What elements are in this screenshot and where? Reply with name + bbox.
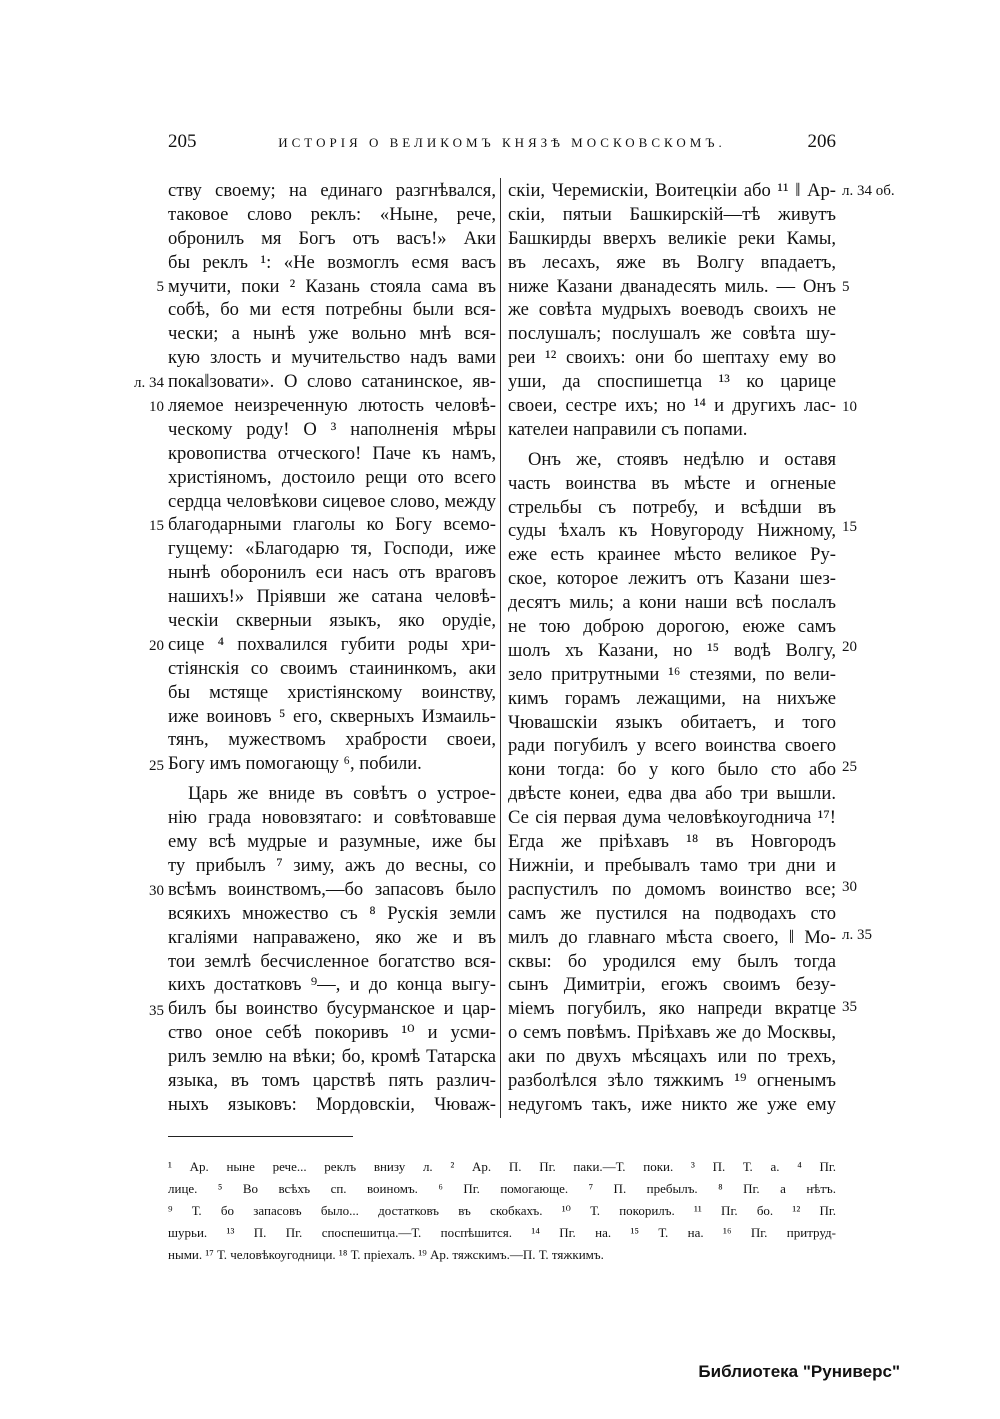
footnote-line: ⁹ Т. бо запасовъ было... достатковъ въ скобкахъ. ¹⁰ Т. покорилъ. ¹¹ Пг. бо. ¹² Пг. [168,1203,836,1218]
text-line: бы мстяще христіянскому воинству, [168,681,496,703]
text-line: милъ до главнаго мѣста своего, ‖ Мо- [508,926,836,948]
text-line: собѣ, бо ми естя потребны были вся- [168,299,496,321]
text-line: сице ⁴ похвалился губити роды хри- [168,633,496,655]
text-line: разболѣлся зѣло тяжкимъ ¹⁹ огненымъ [508,1069,836,1091]
footnote-line: ными. ¹⁷ Т. человѣкоугодници. ¹⁸ Т. пріехалъ. ¹⁹ Ар. тяжскимъ.—П. Т. тяжкимъ. [168,1247,604,1262]
text-line: ческому роду! О ³ наполненія мѣры [168,418,496,440]
text-line: рилъ землю на вѣки; бо, кромѣ Татарска [168,1046,496,1068]
text-line: всякихъ множество съ ⁸ Рускія земли [168,902,496,924]
text-line: кую злость и мучительство надъ вами [168,347,496,369]
text-line: Царь же вниде въ совѣтъ о устрое- [188,783,496,805]
text-line: обронилъ мя Богъ отъ васъ!» Аки [168,227,496,249]
text-line: скіи, Черемискіи, Воитецкіи або ¹¹ ‖ Ар- [508,180,836,201]
line-number: 10 [842,399,857,415]
footnotes [168,1156,836,1266]
text-line: нашихъ!» Пріявши же сатана человѣ- [168,586,496,608]
text-line: ляемое неизреченную лютость человѣ- [168,395,496,417]
text-line: ради погубилъ у всего воинства своего [508,735,836,757]
line-number: 35 [149,1003,164,1019]
text-line: аки по двухъ мѣсяцахъ или по трехъ, [508,1046,836,1068]
text-line: ское, которое лежитъ отъ Казани шез- [508,568,836,590]
text-line: уши, да споспишетца ¹³ ко царице [508,371,836,393]
text-line: еже есть краинее мѣсто великое Ру- [508,544,836,566]
text-line: Нижніи, и пребывалъ тамо три дни и [508,854,836,876]
text-line: же совѣта мудрыхъ воеводъ своихъ не [508,299,836,321]
text-line: кони тогда: бо у кого было сто або [508,759,836,781]
folio-marker: л. 34 об. [842,183,895,199]
text-line: билъ бы воинство бусурманское и цар- [168,998,496,1020]
library-watermark: Библиотека "Руниверс" [698,1362,900,1381]
text-line: кгаліями направажено, яко же и въ [168,926,496,948]
folio-marker: л. 34 [134,375,164,391]
text-line: ству своему; на единаго разгнѣвался, [168,180,496,201]
text-line: реи ¹² своихъ: они бо шептаху ему во [508,347,836,369]
text-line: кимъ горамъ лежащими, на нихъже [508,687,836,709]
page-header [168,131,836,161]
page-number-right: 206 [807,131,836,152]
text-line: ему всѣ мудрые и разумные, иже бы [168,831,496,853]
line-number: 15 [842,519,857,535]
text-line: послушалъ; послушалъ же совѣта шу- [508,323,836,345]
text-line: самъ же пустился на подводахъ сто [508,902,836,924]
text-line: ныхъ языковъ: Мордовскіи, Чюваж- [168,1093,496,1115]
text-line: сквы: бо уродился ему былъ тогда [508,950,836,972]
text-line: сердца человѣкови сицевое слово, между [168,490,496,512]
footnote-line: шурьи. ¹³ П. Пг. споспешитца.—Т. поспѣшится. ¹⁴ Пг. на. ¹⁵ Т. на. ¹⁶ Пг. притруд- [168,1225,836,1240]
text-line: кихъ достатковъ ⁹—, и до конца выгу- [168,974,496,996]
text-line: зело притрутными ¹⁶ стезями, по вели- [508,663,836,685]
line-number: 5 [842,279,850,295]
text-line: ту прибылъ ⁷ зиму, ажъ до весны, со [168,854,496,876]
running-title: ИСТОРІЯ О ВЕЛИКОМЪ КНЯЗѢ МОСКОВСКОМЪ. [278,135,726,150]
text-line: гущему: «Благодарю тя, Господи, иже [168,538,496,560]
text-line: Се сія первая дума человѣкоугодничa ¹⁷! [508,807,836,829]
text-line: десятъ миль; а кони наши всѣ послалъ [508,592,836,614]
text-line: недугомъ такъ, иже никто же уже ему [508,1093,836,1115]
text-line: въ лесахъ, яже въ Волгу впадаетъ, [508,251,836,273]
text-line: бы реклъ ¹: «Не возмоглъ есмя васъ [168,251,496,273]
line-number: 35 [842,999,857,1015]
text-line: всѣмъ воинствомъ,—бо запасовъ было [168,878,496,900]
text-line: суды ѣхалъ къ Новугороду Нижному, [508,520,836,542]
text-line: сынъ Димитріи, егожъ своимъ безу- [508,974,836,996]
line-number: 15 [149,518,164,534]
left-column [168,179,496,1117]
line-number: 25 [842,759,857,775]
text-line: скіи, пятыи Башкирскій—тѣ живутъ [508,203,836,225]
text-line: тянъ, мужествомъ храбрости своеи, [168,729,496,751]
text-line: таковое слово реклъ: «Ныне, рече, [168,203,496,225]
text-line: ниже Казани дванадесять миль. — Онъ [508,275,836,297]
text-line: Онъ же, стоявъ недѣлю и оставя [528,448,836,470]
text-line: языка, въ томъ царствѣ пять различ- [168,1069,496,1091]
text-line: ство оное себѣ покоривъ ¹⁰ и усми- [168,1022,496,1044]
text-line: міемъ погубилъ, яко напреди вкратце [508,998,836,1020]
text-line: не тою доброю дорогою, еюже самъ [508,616,836,638]
line-number: 25 [149,758,164,774]
text-line: часть воинства въ мѣсте и огненые [508,472,836,494]
text-line: Егда же пріѣхавъ ¹⁸ въ Новгородъ [508,831,836,853]
footnote-rule [168,1136,353,1137]
line-number: 20 [842,639,857,655]
line-number: 30 [842,879,857,895]
text-line: стіянскія со своимъ стаининкомъ, аки [168,657,496,679]
text-line: Богу имъ помогающу ⁶, побили. [168,753,422,775]
page-number-left: 205 [168,131,197,152]
text-line: своеи, сестре ихъ; но ¹⁴ и другихъ лас- [508,395,836,417]
text-line: шолъ хъ Казани, но ¹⁵ водѣ Волгу, [508,639,836,661]
text-line: кровопиства отческого! Паче къ намъ, [168,442,496,464]
text-line: чески; а нынѣ уже вольно мнѣ вся- [168,323,496,345]
footnote-line: ¹ Ар. ныне рече... реклъ внизу л. ² Ар. П. Пг. паки.—Т. поки. ³ П. Т. а. ⁴ Пг. [168,1159,836,1174]
text-line: нынѣ оборонилъ еси насъ отъ враговъ [168,562,496,584]
text-line: стрельбы съ потребу, и всѣдши въ [508,496,836,518]
right-column [508,179,836,1117]
line-number: 10 [149,399,164,415]
folio-marker: л. 35 [842,927,872,943]
text-line: кателеи направили съ попами. [508,418,748,440]
text-line: тои землѣ бесчисленное богатство вся- [168,950,496,972]
text-line: двѣсте конеи, едва два або три вышли. [508,783,836,805]
text-line: Чювашскіи языкъ обитаетъ, и того [508,711,836,733]
line-number: 5 [156,279,164,295]
text-line: иже воиновъ ⁵ его, скверныхъ Измаиль- [168,705,496,727]
text-line: мучити, поки ² Казань стояла сама въ [168,275,496,297]
column-divider [500,178,501,1118]
text-line: христіяномъ, достоило рещи ото всего [168,466,496,488]
line-number: 30 [149,883,164,899]
text-line: благодарными глаголы ко Богу всемо- [168,514,496,536]
text-line: пока‖зовати». О слово сатанинское, яв- [168,371,496,393]
text-line: ческіи скверныи языкъ, яко орудіе, [168,610,496,632]
line-number: 20 [149,638,164,654]
text-line: распустилъ по домомъ воинство все; [508,878,836,900]
text-line: нію града нововзятаго: и совѣтовавше [168,807,496,829]
text-line: Башкирды вверхъ великіе реки Камы, [508,227,836,249]
text-line: о семъ повѣмъ. Пріѣхавъ же до Москвы, [508,1022,836,1044]
footnote-line: лице. ⁵ Во всѣхъ сп. воиномъ. ⁶ Пг. помогающе. ⁷ П. пребылъ. ⁸ Пг. а нѣтъ. [168,1181,836,1196]
